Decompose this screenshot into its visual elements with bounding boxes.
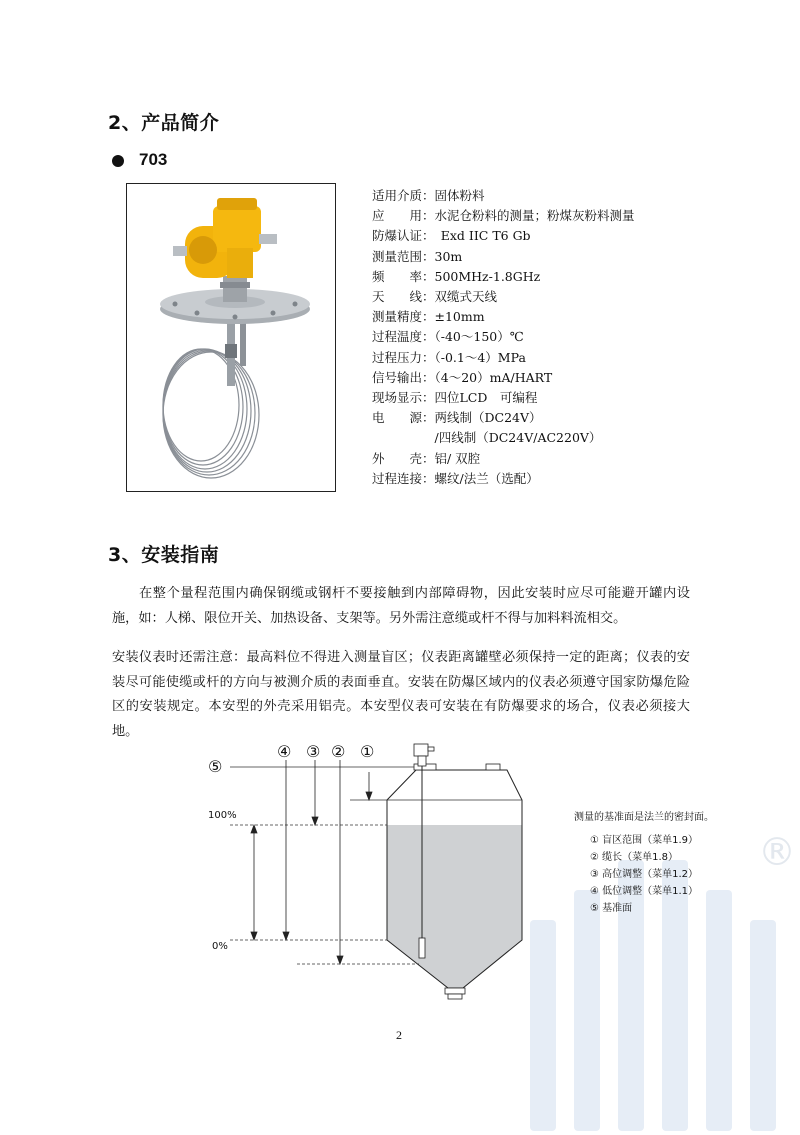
label-0-percent: 0% [212,941,228,952]
marker-4: ④ [277,742,292,761]
legend-item: ③ 高位调整（菜单1.2） [590,869,699,880]
spec-item: 测量范围：30m [372,248,463,264]
legend-item: ⑤ 基准面 [590,903,633,914]
product-model: 703 [139,150,168,169]
spec-item: 频 率：500MHz-1.8GHz [372,268,541,284]
spec-item: 过程压力：（-0.1～4）MPa [372,349,526,365]
spec-item: 防爆认证： Exd IIC T6 Gb [372,228,531,244]
legend-item: ① 盲区范围（菜单1.9） [590,835,699,846]
tank-fill [387,825,522,988]
marker-1: ① [360,742,375,761]
spec-item: /四线制（DC24V/AC220V） [372,430,602,446]
spec-item: 现场显示：四位LCD 可编程 [372,390,538,406]
diagram-legend [590,832,698,917]
marker-3: ③ [306,742,321,761]
label-100-percent: 100% [208,810,237,821]
product-photo [126,183,336,492]
spec-item: 过程连接：螺纹/法兰（选配） [372,470,539,486]
install-paragraph-1: 在整个量程范围内确保钢缆或钢杆不要接触到内部障碍物，因此安装时应尽可能避开罐内设施，如：人梯、限位开关、加热设备、支架等。另外需注意缆或杆不得与加料料流相交。 [112,586,690,626]
tank-diagram [200,742,540,1010]
section-3-title: 3、安装指南 [108,544,220,566]
spec-item: 过程温度：（-40～150）℃ [372,329,524,345]
diagram-legend-title: 测量的基准面是法兰的密封面。 [574,812,714,823]
legend-item: ④ 低位调整（菜单1.1） [590,886,699,897]
page-number: 2 [396,1028,402,1042]
legend-item: ② 缆长（菜单1.8） [590,852,679,863]
spec-item: 适用介质：固体粉料 [372,188,485,203]
spec-item: 外 壳：铝/ 双腔 [372,450,481,466]
marker-5: ⑤ [208,757,223,776]
install-paragraph-2: 安装仪表时还需注意：最高料位不得进入测量盲区；仪表距离罐壁必须保持一定的距离；仪表的安装尽可能使缆或杆的方向与被测介质的表面垂直。安装在防爆区域内的仪表必须遵守国家防爆危险区的安装规定。本安型的外壳采用铝壳。本安型仪表可安装在有防爆要求的场合，仪表必须接大地。 [112,650,690,739]
registered-mark: ® [758,830,796,874]
spec-item: 信号输出：（4～20）mA/HART [372,369,553,385]
spec-item: 电 源：两线制（DC24V） [372,410,542,426]
spec-item: 天 线：双缆式天线 [372,289,498,305]
installation-diagram [200,742,540,1010]
spec-item: 测量精度：±10mm [372,309,485,325]
section-2-title: 2、产品简介 [108,112,220,134]
marker-2: ② [331,742,346,761]
radar-level-meter-image [127,184,335,491]
spec-item: 应 用：水泥仓粉料的测量；粉煤灰粉料测量 [372,208,635,224]
spec-list [372,186,635,489]
bullet-icon [112,155,124,167]
